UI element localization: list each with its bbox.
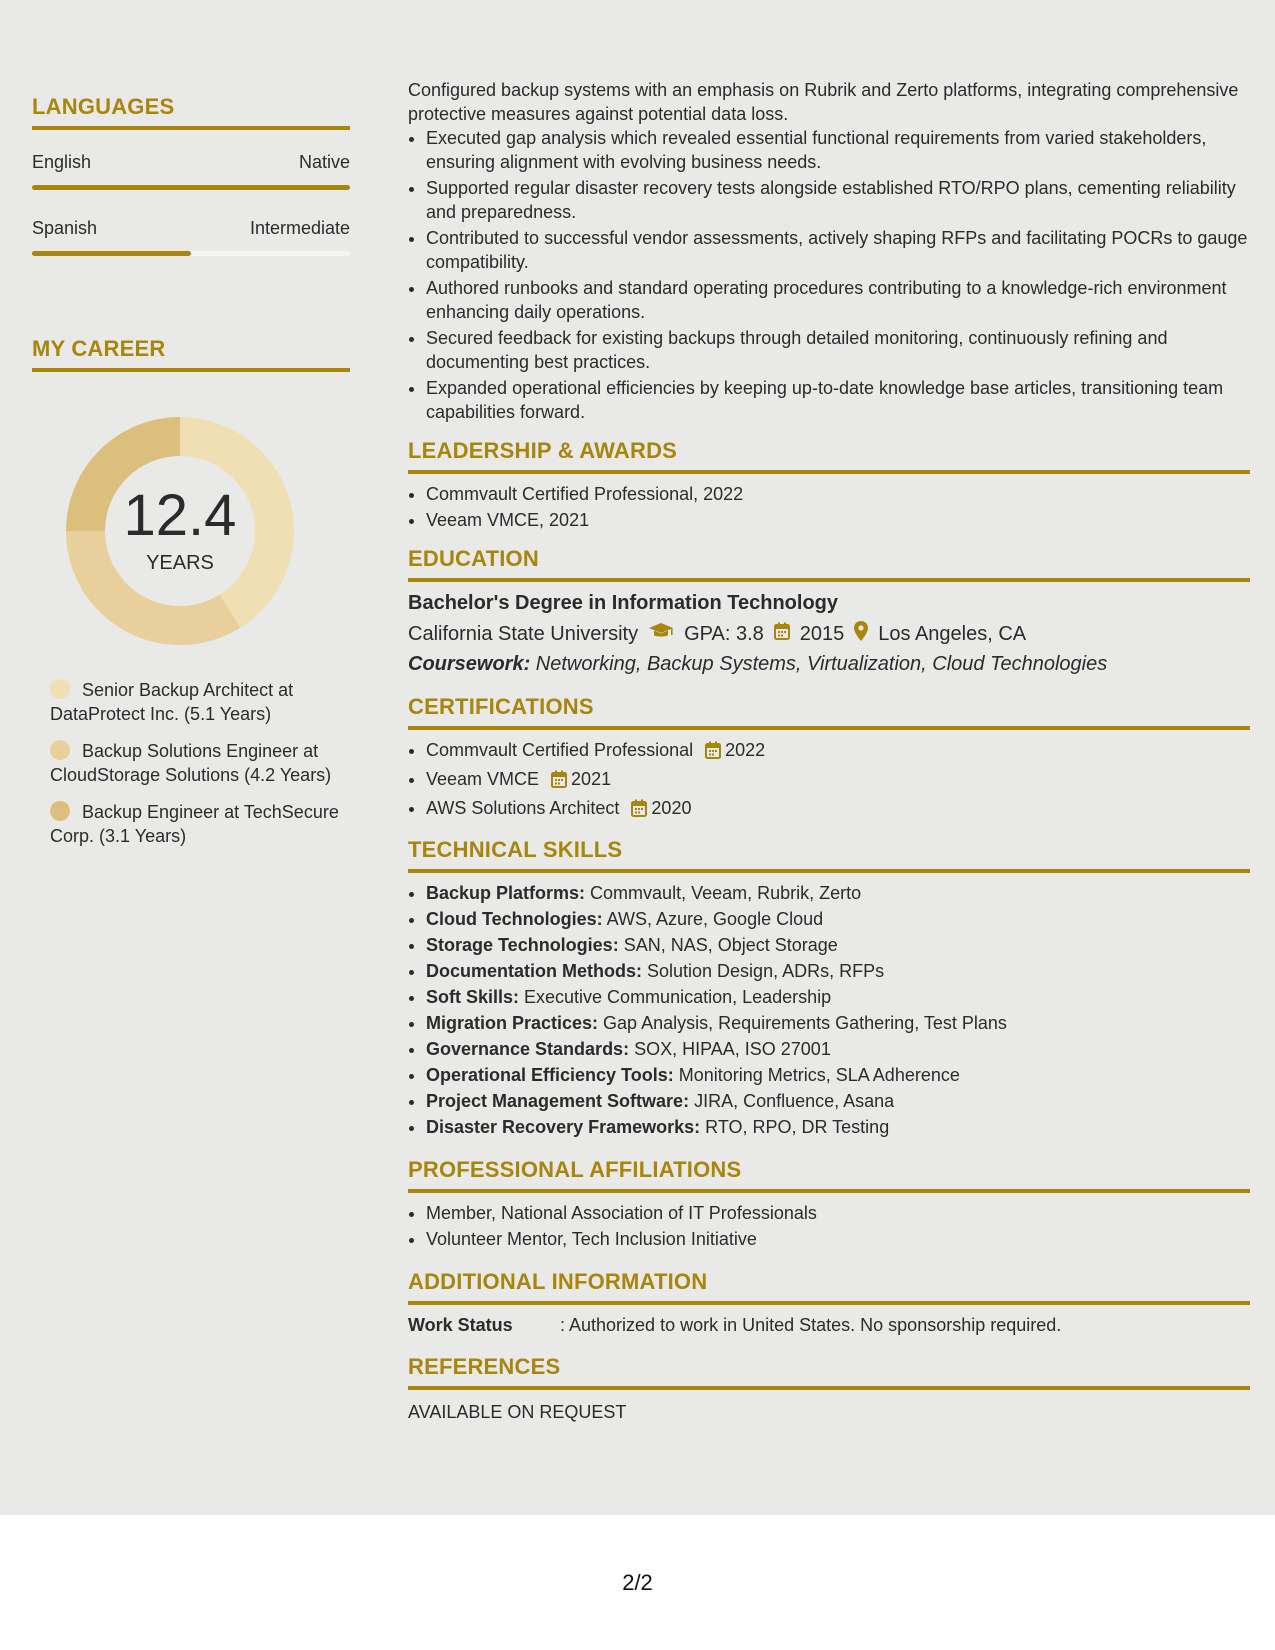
education-gpa: GPA: 3.8	[684, 622, 764, 645]
affiliation-item: • Volunteer Mentor, Tech Inclusion Initiative	[426, 1227, 1250, 1251]
language-name: English	[32, 152, 92, 172]
career-title: MY CAREER	[32, 336, 350, 372]
education-year: 2015	[799, 622, 845, 645]
experience-bullet: • Supported regular disaster recovery tests alongside established RTO/RPO plans, cementing reliability and preparedness.	[426, 176, 1250, 224]
legend-dot-icon	[50, 740, 70, 760]
page-number: 2/2	[622, 1570, 653, 1595]
skill-label: Operational Efficiency Tools:	[426, 1065, 674, 1085]
experience-bullet: • Secured feedback for existing backups through detailed monitoring, continuously refining and documenting best practices.	[426, 326, 1250, 374]
career-donut-chart	[65, 416, 295, 646]
calendar-icon	[774, 622, 790, 646]
education-details	[408, 621, 1250, 647]
skill-label: Migration Practices:	[426, 1013, 599, 1033]
career-job-label: Backup Solutions Engineer at CloudStorage Solutions (4.2 Years)	[50, 741, 332, 785]
experience-bullets	[408, 126, 1250, 424]
work-status-value: : Authorized to work in United States. No sponsorship required.	[560, 1315, 1062, 1335]
education-school: California State University	[408, 622, 639, 645]
language-level: Intermediate	[249, 218, 350, 238]
language-proficiency-fill	[32, 185, 350, 190]
skill-item	[426, 1089, 1250, 1113]
certification-name: Commvault Certified Professional	[426, 740, 694, 760]
experience-bullet: • Executed gap analysis which revealed essential functional requirements from varied stakeholders, ensuring alignment with evolving business needs.	[426, 126, 1250, 174]
experience-intro: Configured backup systems with an emphasis on Rubrik and Zerto platforms, integrating comprehensive protective measures against potential data loss.	[408, 80, 1239, 124]
coursework-label: Coursework:	[408, 653, 531, 675]
graduation-cap-icon	[648, 622, 674, 646]
skill-label: Backup Platforms:	[426, 883, 586, 903]
legend-dot-icon	[50, 801, 70, 821]
career-job-label: Senior Backup Architect at DataProtect Inc. (5.1 Years)	[50, 680, 294, 724]
skill-label: Cloud Technologies:	[426, 909, 603, 929]
references-title: REFERENCES	[408, 1354, 1250, 1390]
skill-item	[426, 1011, 1250, 1035]
skill-item	[426, 907, 1250, 931]
language-spanish	[32, 218, 350, 256]
language-english	[32, 152, 350, 190]
work-status-label: Work Status	[408, 1315, 513, 1335]
experience-bullet: • Contributed to successful vendor assessments, actively shaping RFPs and facilitating POCRs to gauge compatibility.	[426, 226, 1250, 274]
leadership-title: LEADERSHIP & AWARDS	[408, 438, 1250, 474]
language-proficiency-bar	[32, 251, 350, 256]
certification-year: 2022	[725, 740, 766, 760]
map-pin-icon	[854, 621, 868, 647]
certification-name: AWS Solutions Architect	[426, 798, 620, 818]
affiliations-title: PROFESSIONAL AFFILIATIONS	[408, 1157, 1250, 1193]
additional-info-title: ADDITIONAL INFORMATION	[408, 1269, 1250, 1305]
skill-label: Project Management Software:	[426, 1091, 690, 1111]
leadership-item: • Veeam VMCE, 2021	[426, 508, 1250, 532]
skill-item	[426, 881, 1250, 905]
skill-value: Commvault, Veeam, Rubrik, Zerto	[585, 883, 862, 903]
affiliations-list	[408, 1201, 1250, 1251]
calendar-icon	[631, 799, 647, 823]
skill-value: RTO, RPO, DR Testing	[700, 1117, 890, 1137]
leadership-list	[408, 482, 1250, 532]
certification-year: 2021	[571, 769, 612, 789]
language-level: Native	[298, 152, 350, 172]
certification-item	[426, 738, 1250, 765]
experience-bullet: • Expanded operational efficiencies by keeping up-to-date knowledge base articles, transitioning team capabilities forward.	[426, 376, 1250, 424]
education-degree: Bachelor's Degree in Information Technology	[408, 592, 839, 614]
coursework-value: Networking, Backup Systems, Virtualization, Cloud Technologies	[530, 653, 1108, 675]
skill-value: AWS, Azure, Google Cloud	[602, 909, 824, 929]
career-years-unit: YEARS	[146, 552, 214, 574]
language-name: Spanish	[32, 218, 98, 238]
education-title: EDUCATION	[408, 546, 1250, 582]
career-legend-item	[50, 678, 350, 726]
skill-value: JIRA, Confluence, Asana	[689, 1091, 895, 1111]
skill-item	[426, 959, 1250, 983]
references-text: AVAILABLE ON REQUEST	[408, 1402, 627, 1422]
skill-item	[426, 1063, 1250, 1087]
legend-dot-icon	[50, 679, 70, 699]
calendar-icon	[551, 770, 567, 794]
skill-label: Disaster Recovery Frameworks:	[426, 1117, 701, 1137]
leadership-item: • Commvault Certified Professional, 2022	[426, 482, 1250, 506]
career-legend-item	[50, 800, 350, 848]
career-legend	[50, 678, 350, 848]
left-column	[32, 94, 350, 861]
certification-name: Veeam VMCE	[426, 769, 540, 789]
skill-value: Gap Analysis, Requirements Gathering, Test Plans	[598, 1013, 1007, 1033]
skill-label: Governance Standards:	[426, 1039, 630, 1059]
education-location: Los Angeles, CA	[878, 622, 1027, 645]
right-column	[408, 78, 1250, 1423]
certification-item	[426, 796, 1250, 823]
additional-info-row	[408, 1315, 1250, 1336]
skill-value: Executive Communication, Leadership	[519, 987, 832, 1007]
calendar-icon	[705, 741, 721, 765]
skill-item	[426, 1037, 1250, 1061]
certifications-title: CERTIFICATIONS	[408, 694, 1250, 730]
skill-item	[426, 1115, 1250, 1139]
language-proficiency-bar	[32, 185, 350, 190]
skill-item	[426, 985, 1250, 1009]
certification-year: 2020	[651, 798, 692, 818]
certifications-list	[408, 738, 1250, 823]
skill-label: Documentation Methods:	[426, 961, 642, 981]
affiliation-item: • Member, National Association of IT Professionals	[426, 1201, 1250, 1225]
career-total-years: 12.4	[123, 483, 237, 548]
skills-title: TECHNICAL SKILLS	[408, 837, 1250, 873]
skill-value: SOX, HIPAA, ISO 27001	[629, 1039, 831, 1059]
skill-label: Storage Technologies:	[426, 935, 619, 955]
skill-item	[426, 933, 1250, 957]
career-job-label: Backup Engineer at TechSecure Corp. (3.1 Years)	[50, 802, 339, 846]
career-legend-item	[50, 739, 350, 787]
education-coursework	[408, 653, 1250, 676]
language-proficiency-fill	[32, 251, 191, 256]
languages-title: LANGUAGES	[32, 94, 350, 130]
skill-value: Monitoring Metrics, SLA Adherence	[673, 1065, 960, 1085]
skill-label: Soft Skills:	[426, 987, 520, 1007]
experience-bullet: • Authored runbooks and standard operating procedures contributing to a knowledge-rich environment enhancing daily operations.	[426, 276, 1250, 324]
skill-value: SAN, NAS, Object Storage	[618, 935, 838, 955]
skill-value: Solution Design, ADRs, RFPs	[642, 961, 885, 981]
skills-list	[408, 881, 1250, 1139]
certification-item	[426, 767, 1250, 794]
